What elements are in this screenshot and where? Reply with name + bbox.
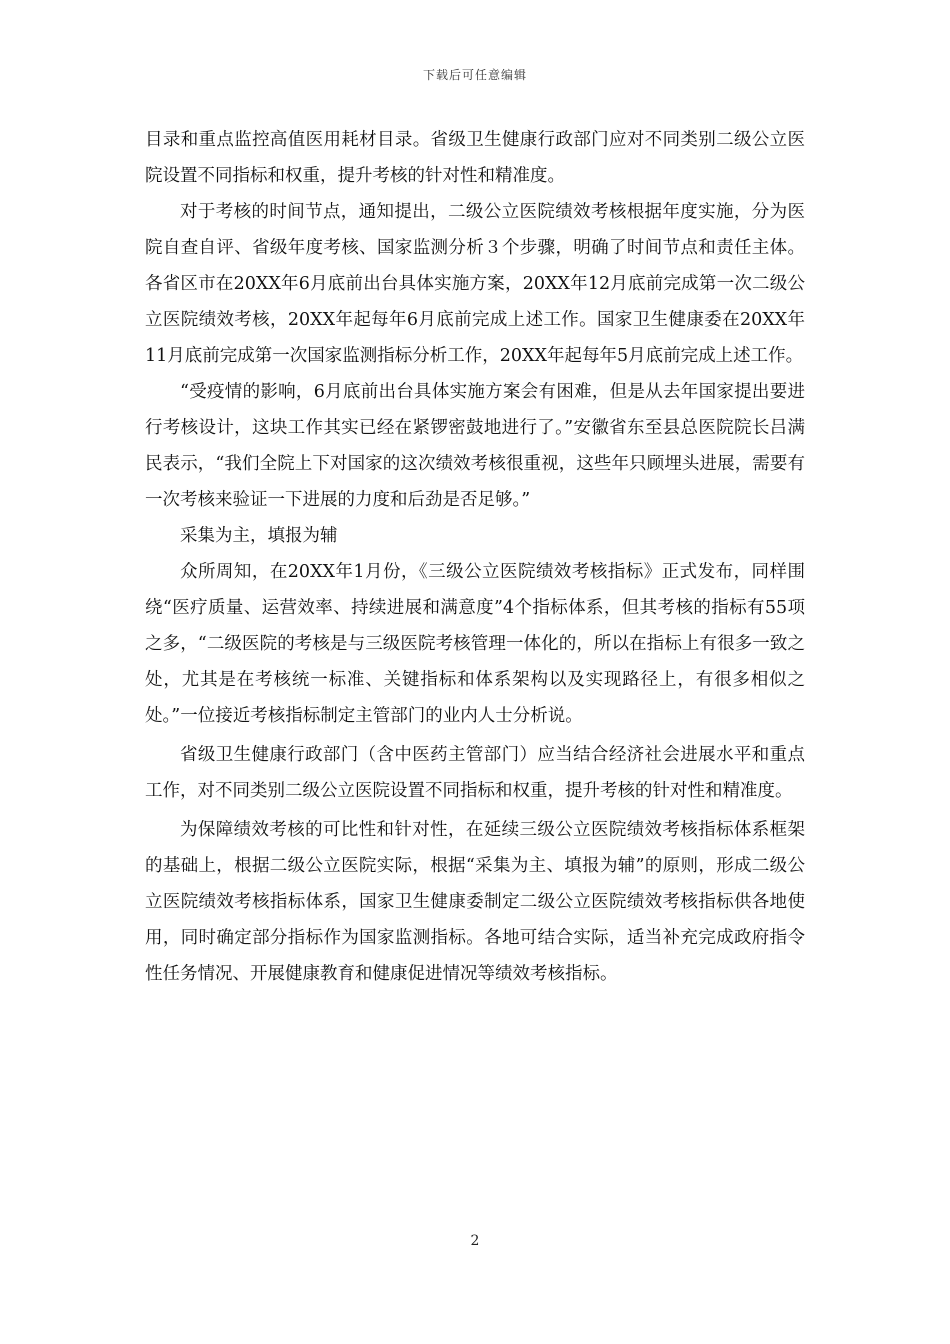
page-number: 2 [470, 1233, 480, 1249]
section-subheading: 采集为主，填报为辅 [180, 526, 338, 546]
page-header: 下载后可任意编辑 [422, 68, 527, 82]
paragraph-assessment-timeline: 对于考核的时间节点，通知提出，二级公立医院绩效考核根据年度实施，分为医院自查自评、省级年度考核、国家监测分析３个步骤，明确了时间节点和责任主体。各省区市在20XX年6月底前出台具体实施方案，20XX年12月底前完成第一次二级公立医院绩效考核，20XX年起每年6月底前完成上述工作。国家卫生健康委在20XX年11月底前完成第一次国家监测指标分析工作，20XX年起每年5月底前完成上述工作。 [145, 202, 805, 366]
paragraph-provincial-weights: 省级卫生健康行政部门（含中医药主管部门）应当结合经济社会进展水平和重点工作，对不同类别二级公立医院设置不同指标和权重，提升考核的针对性和精准度。 [145, 745, 805, 801]
paragraph-quote-lv-manmin: “受疫情的影响，6月底前出台具体实施方案会有困难，但是从去年国家提出要进行考核设计，这块工作其实已经在紧锣密鼓地进行了。”安徽省东至县总医院院长吕满民表示，“我们全院上下对国家的这次绩效考核很重视，这些年只顾埋头进展，需要有一次考核来验证一下进展的力度和后劲是否足够。” [145, 382, 805, 510]
document-body [145, 122, 805, 992]
paragraph-tertiary-indicators: 众所周知，在20XX年1月份，《三级公立医院绩效考核指标》正式发布，同样围绕“医疗质量、运营效率、持续进展和满意度”4个指标体系，但其考核的指标有55项之多，“二级医院的考核是与三级医院考核管理一体化的，所以在指标上有很多一致之处，尤其是在考核统一标准、关键指标和体系架构以及实现路径上，有很多相似之处。”一位接近考核指标制定主管部门的业内人士分析说。 [145, 562, 805, 726]
paragraph-indicator-system: 为保障绩效考核的可比性和针对性，在延续三级公立医院绩效考核指标体系框架的基础上，根据二级公立医院实际，根据“采集为主、填报为辅”的原则，形成二级公立医院绩效考核指标体系，国家卫生健康委制定二级公立医院绩效考核指标供各地使用，同时确定部分指标作为国家监测指标。各地可结合实际，适当补充完成政府指令性任务情况、开展健康教育和健康促进情况等绩效考核指标。 [145, 820, 805, 984]
paragraph-continuation: 目录和重点监控高值医用耗材目录。省级卫生健康行政部门应对不同类别二级公立医院设置不同指标和权重，提升考核的针对性和精准度。 [145, 130, 805, 186]
